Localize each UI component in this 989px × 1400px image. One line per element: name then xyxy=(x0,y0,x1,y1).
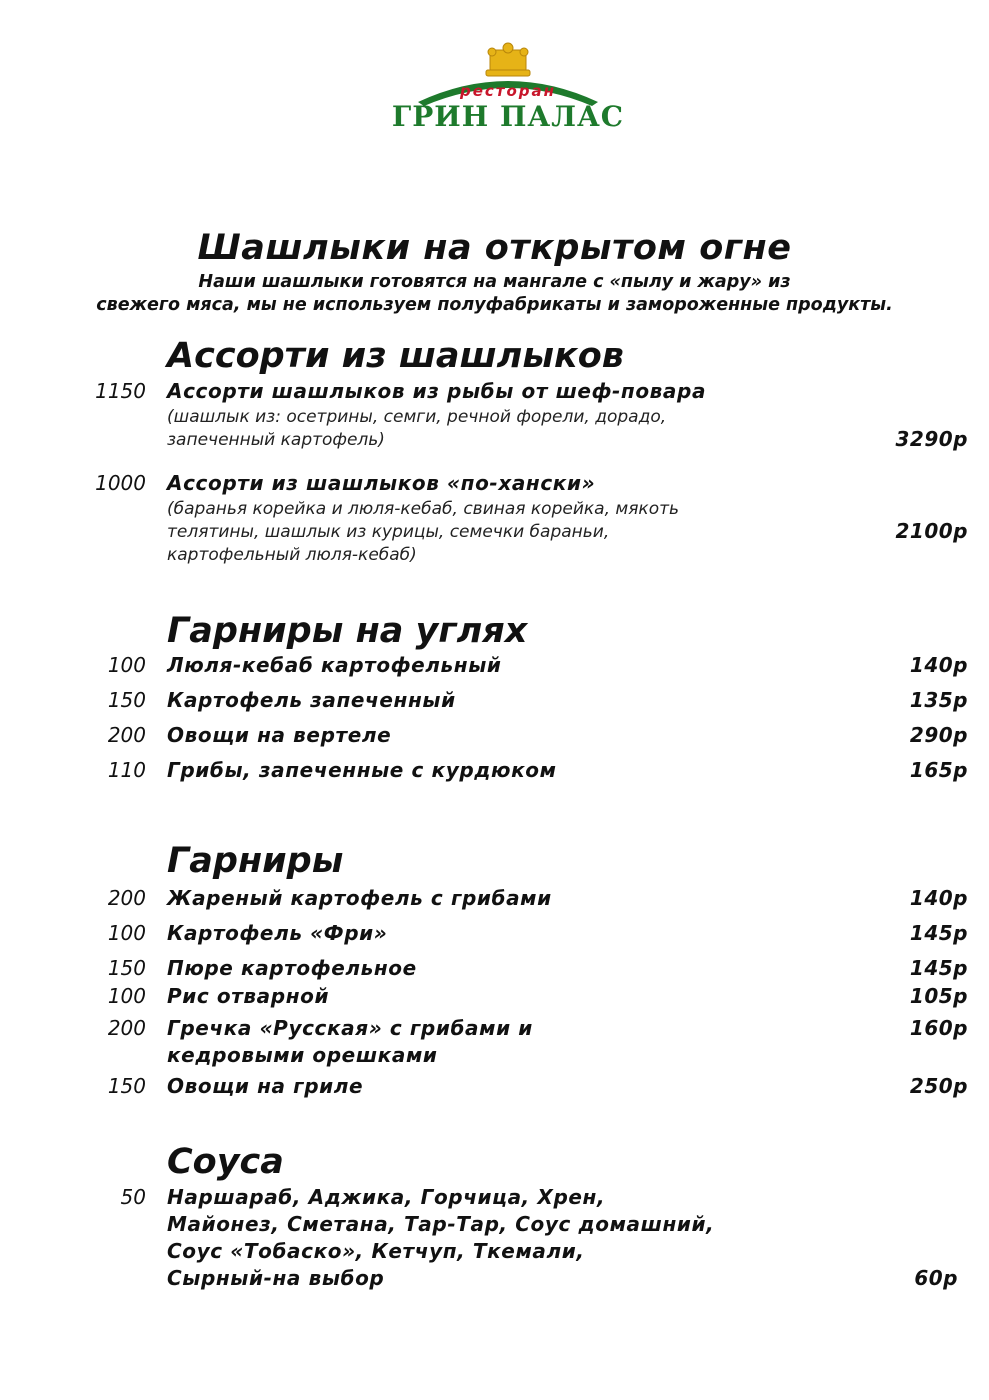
item-name: Люля-кебаб картофельный xyxy=(167,653,502,677)
item-name: Пюре картофельное xyxy=(167,956,417,980)
item-price: 160р xyxy=(909,1016,968,1040)
item-weight: 200 xyxy=(107,1016,146,1040)
sauce-list-line: Соус «Тобаско», Кетчуп, Ткемали, xyxy=(167,1239,585,1263)
item-weight: 150 xyxy=(107,1074,146,1098)
item-description: телятины, шашлык из курицы, семечки бараньи, xyxy=(167,522,610,542)
logo-name-label: ГРИН ПАЛАС xyxy=(391,100,625,133)
item-price: 140р xyxy=(909,653,968,677)
section-title-assorti: Ассорти из шашлыков xyxy=(167,336,624,376)
item-price: 145р xyxy=(909,956,968,980)
item-weight: 1000 xyxy=(95,471,146,495)
sauce-list-line: Сырный-на выбор xyxy=(167,1266,385,1290)
item-price: 290р xyxy=(909,723,968,747)
item-weight: 150 xyxy=(107,956,146,980)
item-name: Овощи на вертеле xyxy=(167,723,392,747)
item-weight: 100 xyxy=(107,984,146,1008)
item-name: Грибы, запеченные с курдюком xyxy=(167,758,557,782)
page-title: Шашлыки на открытом огне xyxy=(197,228,792,268)
item-description: картофельный люля-кебаб) xyxy=(167,545,417,565)
item-weight: 200 xyxy=(107,886,146,910)
logo-small-label: ресторан xyxy=(459,82,557,100)
item-price: 135р xyxy=(909,688,968,712)
item-name: Картофель «Фри» xyxy=(167,921,388,945)
sauce-list-line: Наршараб, Аджика, Горчица, Хрен, xyxy=(167,1185,606,1209)
item-price: 60р xyxy=(914,1266,958,1290)
item-name: Овощи на гриле xyxy=(167,1074,364,1098)
item-weight: 50 xyxy=(120,1185,146,1209)
item-weight: 200 xyxy=(107,723,146,747)
item-weight: 150 xyxy=(107,688,146,712)
item-name-continued: кедровыми орешками xyxy=(167,1043,438,1067)
item-price: 2100р xyxy=(895,519,968,543)
item-price: 250р xyxy=(909,1074,968,1098)
item-price: 145р xyxy=(909,921,968,945)
item-description: запеченный картофель) xyxy=(167,430,385,450)
item-weight: 110 xyxy=(107,758,146,782)
item-price: 140р xyxy=(909,886,968,910)
section-title-coals: Гарниры на углях xyxy=(167,611,528,651)
intro-line-1: Наши шашлыки готовятся на мангале с «пылу и жару» из xyxy=(198,272,791,292)
item-price: 3290р xyxy=(895,427,968,451)
item-name: Жареный картофель с грибами xyxy=(167,886,552,910)
item-name: Картофель запеченный xyxy=(167,688,456,712)
section-title-sauces: Соуса xyxy=(167,1142,284,1182)
item-description: (шашлык из: осетрины, семги, речной форели, дорадо, xyxy=(167,407,667,427)
item-name: Ассорти из шашлыков «по-хански» xyxy=(167,471,596,495)
sauce-list-line: Майонез, Сметана, Тар-Тар, Соус домашний, xyxy=(167,1212,715,1236)
item-weight: 100 xyxy=(107,921,146,945)
item-description: (баранья корейка и люля-кебаб, свиная корейка, мякоть xyxy=(167,499,680,519)
logo-graphic xyxy=(378,40,638,140)
item-name: Ассорти шашлыков из рыбы от шеф-повара xyxy=(167,379,707,403)
crown-icon xyxy=(486,43,530,76)
item-weight: 100 xyxy=(107,653,146,677)
item-name: Рис отварной xyxy=(167,984,330,1008)
item-price: 105р xyxy=(909,984,968,1008)
item-price: 165р xyxy=(909,758,968,782)
item-name: Гречка «Русская» с грибами и xyxy=(167,1016,533,1040)
item-weight: 1150 xyxy=(95,379,146,403)
section-title-garnish: Гарниры xyxy=(167,841,344,881)
restaurant-logo xyxy=(378,40,638,140)
intro-line-2: свежего мяса, мы не используем полуфабрикаты и замороженные продукты. xyxy=(96,295,893,315)
